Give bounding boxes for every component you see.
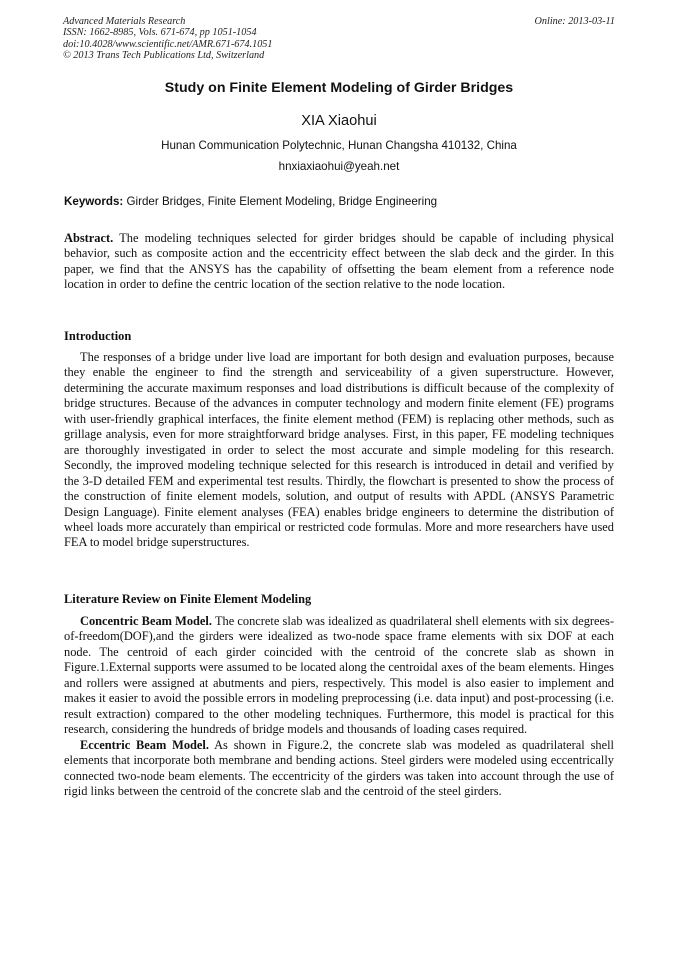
concentric-label: Concentric Beam Model. [80, 614, 212, 628]
eccentric-text: As shown in Figure.2, the concrete slab was modeled as quadrilateral shell elements that incorporate both membrane and bending actions. Steel girders were modeled using eccentrically connected two-node beam elements. The eccentricity of the girders was taken into account through the use of rigid links between the centroid of the concrete slab and the centroid of the steel girders. [64, 737, 614, 798]
eccentric-label: Eccentric Beam Model. [80, 737, 209, 752]
journal-header [63, 16, 615, 62]
keywords-label: Keywords: [64, 195, 124, 208]
author-email: hnxiaxiaohui@yeah.net [278, 160, 400, 173]
online-date: Online: 2013-03-11 [534, 16, 615, 27]
doi-line: doi:10.4028/www.scientific.net/AMR.671-674.1051 [63, 38, 273, 50]
keywords-text: Girder Bridges, Finite Element Modeling, Bridge Engineering [126, 195, 438, 208]
introduction-heading: Introduction [64, 329, 132, 343]
abstract-text: The modeling techniques selected for girder bridges should be capable of including physical behavior, such as composite action and the eccentricity effect between the slab deck and the girder. In this paper, we find that the ANSYS has the capability of offsetting the beam element from a reference node location in order to define the centric location of the section relative to the node location. [64, 231, 615, 292]
copyright-line: © 2013 Trans Tech Publications Ltd, Switzerland [63, 50, 265, 62]
concentric-paragraph [64, 614, 614, 738]
issn-line: ISSN: 1662-8985, Vols. 671-674, pp 1051-1054 [63, 27, 257, 39]
author-affiliation: Hunan Communication Polytechnic, Hunan Changsha 410132, China [161, 139, 517, 152]
abstract [64, 231, 614, 293]
literature-heading: Literature Review on Finite Element Modeling [64, 592, 312, 606]
keywords [64, 195, 616, 208]
paper-title: Study on Finite Element Modeling of Girder Bridges [164, 80, 514, 96]
author-name: XIA Xiaohui [301, 113, 377, 129]
introduction-section [64, 350, 614, 551]
literature-section [64, 614, 614, 799]
concentric-text: The concrete slab was idealized as quadrilateral shell elements with six degrees-of-freedom(DOF),and the girders were idealized as two-node space frame elements with six DOF at each node. The centroid of each girder coincided with the centroid of the concrete slab as shown in Figure.1.External supports were assumed to be located along the centroidal axes of the beam elements. Hinges and rollers were assigned at abutments and piers, respectively. This model is also easier to implement and makes it easier to avoid the possible errors in modeling preprocessing (i.e. data input) and post-processing (i.e. result extraction) compared to the other modeling techniques. Furthermore, this model is practical for this research, considering the hundreds of bridge models and thousands of loading cases required. [64, 614, 615, 737]
eccentric-paragraph [64, 738, 614, 800]
abstract-label: Abstract. [64, 231, 114, 245]
journal-name: Advanced Materials Research [63, 16, 186, 27]
introduction-paragraph: The responses of a bridge under live load are important for both design and evaluation purposes, because they enable the engineer to find the strength and serviceability of a given superstructure. However, determining the accurate maximum responses and load distributions is difficult because of the complexity of bridge structures. Because of the advances in computer technology and modern finite element (FE) programs with user-friendly graphical interfaces, the finite element method (FEM) is replacing other methods, such as grillage analysis, even for more straightforward bridge analyses. First, in this paper, FE modeling techniques are thoroughly investigated in order to select the most accurate and simple modeling for this research. Secondly, the improved modeling technique selected for this research is introduced in detail and verified by the 3-D detailed FEM and experimental test results. Thirdly, the flowchart is presented to show the process of the construction of finite element models, solution, and output of results with APDL (ANSYS Parametric Design Language). Finite element analyses (FEA) enables bridge engineers to determine the distribution of wheel loads more accurately than empirical or restricted code formulas. More and more researchers have used FEA to model bridge superstructures. [64, 350, 614, 550]
